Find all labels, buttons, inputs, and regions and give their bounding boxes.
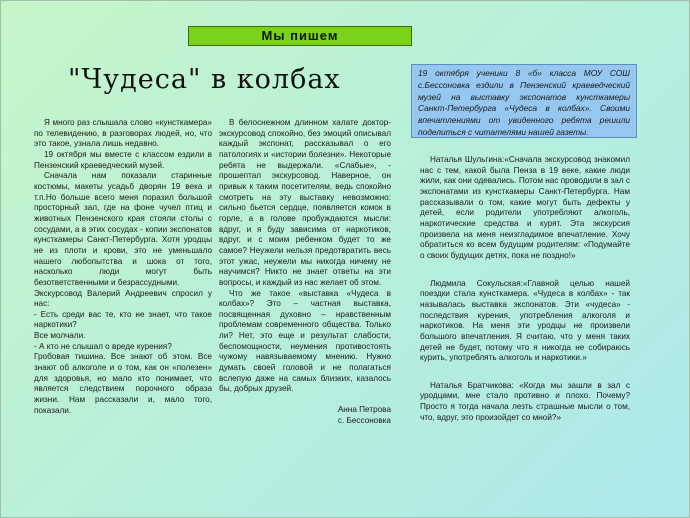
- author-signature: [219, 405, 391, 426]
- author-name: Анна Петрова: [337, 405, 391, 415]
- article-column-2: [219, 118, 391, 426]
- author-place: с. Бессоновка: [337, 415, 391, 425]
- section-banner: Мы пишем: [188, 26, 412, 46]
- paragraph: Что же такое «выставка «Чудеса в колбах»? Это – частная выставка, посвященная духовно – нравственным проблемам современного общества. Только ли? Нет, это еще и результат слабости, беспомощности, неумения противостоять чужому навязываемому мнению. Нужно думать своей головой и не полагаться вслепую даже на самых близких, казалось бы, добрых друзей.: [219, 288, 391, 394]
- intro-box: 19 октября ученики 8 «б» класса МОУ СОШ с.Бессоновка ездили в Пензенский краеведческий музей на выставку экспонатов кунсткамеры Санкт-Петербурга «Чудеса в колбах». Своими впечатлениями от увиденного ребята решили поделиться с читателями нашей газеты.: [411, 64, 637, 138]
- paragraph: 19 октября мы вместе с классом ездили в Пензенский краеведческий музей.: [34, 149, 212, 170]
- paragraph: Гробовая тишина. Все знают об этом. Все знают об алкоголе и о том, как он «полезен» для здоровья, но мало кто понимает, что является следствием порочного образа жизни. Нам рассказали и, мало того, показали.: [34, 352, 212, 415]
- paragraph: Все молчали.: [34, 331, 86, 341]
- article-title: "Чудеса" в колбах: [68, 64, 341, 95]
- quote-paragraph: Людмила Сокульская:«Главной целью нашей поездки стала кунсткамера. «Чудеса в колбах» - так называлась выставка экспонатов. Эти «чудеса» - последствия курения, употребления алкоголя и наркотиков. На меня эти уродцы не произвели большого впечатления. Я считаю, что у меня таких детей не будет, потому что я никогда не собираюсь курить, употреблять алкоголь и наркотики.»: [420, 278, 630, 363]
- paragraph: Я много раз слышала слово «кунсткамера» по телевидению, в разговорах людей, но, что это такое, узнала лишь недавно.: [34, 118, 212, 149]
- paragraph: Экскурсовод Валерий Андреевич спросил у нас:: [34, 288, 212, 309]
- paragraph: В белоснежном длинном халате доктор-экскурсовод спокойно, без эмоций описывал каждый экспонат, рассказывал о его патологиях и «истории болезни». Некоторые ребята не выдержали. «Слабые», - прошептал экскурсовод. Наверное, он привык к таким посетителям, ведь спокойно смотреть на эту выставку невозможно: сильно бьется сердце, появляется комок в горле, а в голове пробуждаются мысли: вдруг, и я буду зависима от наркотиков, вдруг, и с моим ребенком будет то же самое? Неужели нельзя предотвратить весь этот ужас, неужели мы никогда ничему не научимся? Никто не знает ответы на эти вопросы, и каждый из нас желает об этом.: [219, 118, 391, 287]
- paragraph: - А кто не слышал о вреде курения?: [34, 341, 172, 351]
- quote-paragraph: Наталья Братчикова: «Когда мы зашли в зал с уродцами, мне стало противно и плохо. Почему? Просто я тогда начала лезть страшные мысли о том, что, вдруг, это произойдет со мной?»: [420, 380, 630, 422]
- paragraph: - Есть среди вас те, кто не знает, что такое наркотики?: [34, 309, 212, 330]
- article-column-1: [34, 118, 212, 416]
- article-column-3: [420, 155, 630, 440]
- quote-paragraph: Наталья Шульгина:«Сначала экскурсовод знакомил нас с тем, какой была Пенза в 19 веке, какие люди жили, как они одевались. Потом нас проводили в зал с экспонатами из кунсткамеры Санкт-Петербурга. Нам рассказывали о том, какие могут быть дефекты у детей, если родители употребляют алкоголь, наркотические средства и курят. Эта экскурсия произвела на меня неизгладимое впечатление. Хочу обратиться ко всем будущим родителям: «Подумайте о своих будущих детях, пока не поздно!»: [420, 155, 630, 260]
- paragraph: Сначала нам показали старинные костюмы, макеты усадьб дворян 19 века и т.п.Но больше всего меня поразил большой просторный зал, где на фоне чучел птиц и животных Пензенского края стояли столы с сосудами, а в этих сосудах - копии экспонатов кунсткамеры Санкт-Петербурга. Хотя уродцы не из плоти и крови, это не уменьшало нашего любопытства и шока от того, насколько люди могут быть безответственными и безрассудными.: [34, 171, 212, 287]
